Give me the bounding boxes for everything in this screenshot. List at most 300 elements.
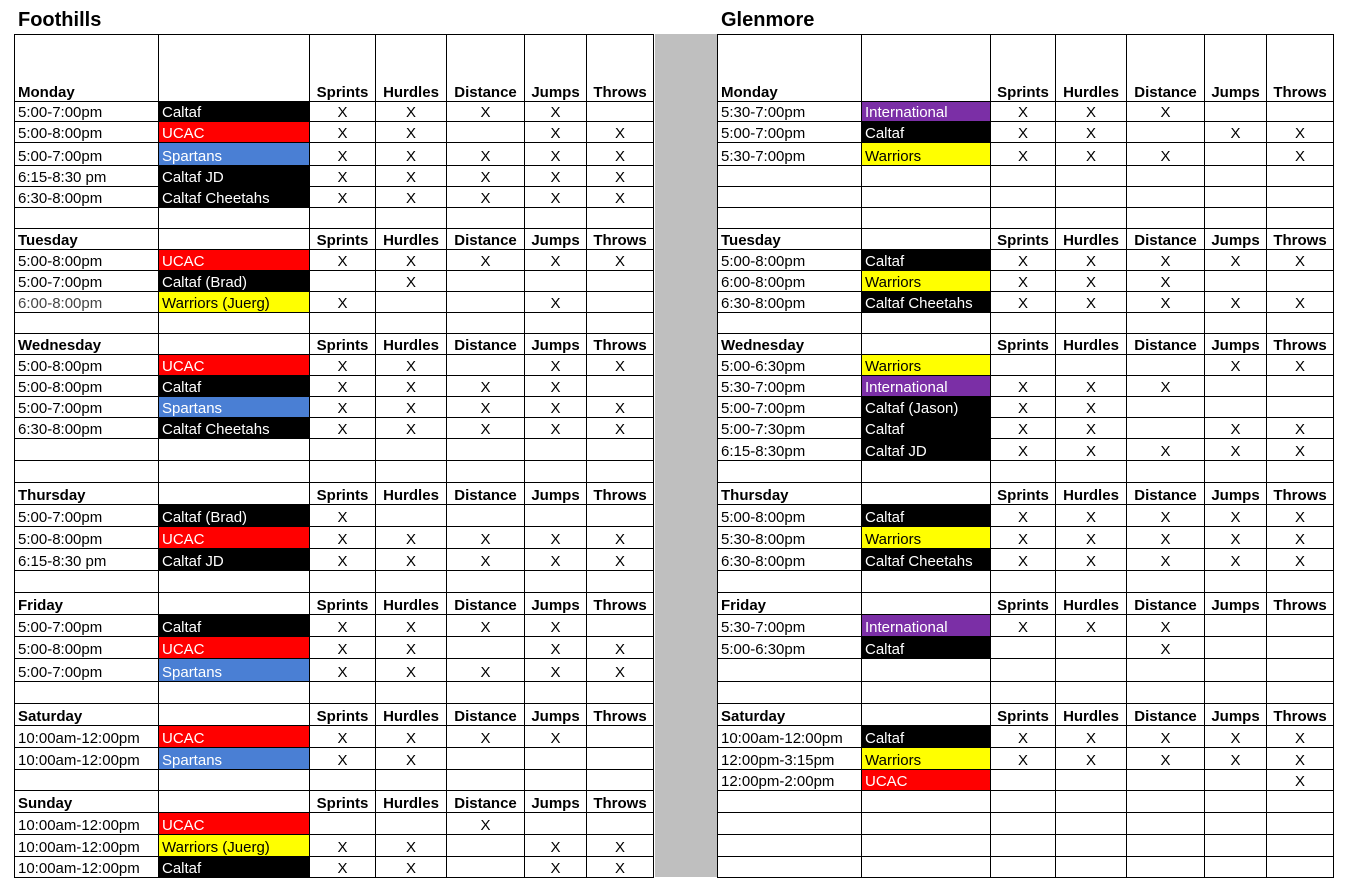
foothills-schedule-table	[14, 34, 654, 878]
empty-cell	[159, 571, 310, 593]
mark-distance: X	[447, 659, 525, 682]
blank-row	[718, 791, 1334, 813]
discipline-header-throws: Throws	[1267, 229, 1334, 250]
empty-cell	[718, 187, 862, 208]
empty-cell	[587, 682, 654, 704]
empty-cell	[718, 313, 862, 334]
empty-cell	[1127, 857, 1205, 878]
empty-cell	[718, 208, 862, 229]
mark-hurdles: X	[376, 397, 447, 418]
empty-cell	[991, 208, 1056, 229]
empty-cell	[991, 857, 1056, 878]
empty-cell	[1056, 166, 1127, 187]
mark-distance: X	[1127, 439, 1205, 461]
club-name: Warriors	[862, 527, 991, 549]
mark-hurdles: X	[376, 835, 447, 857]
discipline-header-distance: Distance	[1127, 35, 1205, 102]
empty-cell	[718, 571, 862, 593]
discipline-header-jumps: Jumps	[1205, 35, 1267, 102]
mark-hurdles: X	[1056, 748, 1127, 770]
mark-throws	[1267, 615, 1334, 637]
day-header-row	[15, 704, 654, 726]
day-header-row	[718, 704, 1334, 726]
empty-cell	[1205, 166, 1267, 187]
mark-throws: X	[1267, 527, 1334, 549]
mark-jumps: X	[1205, 250, 1267, 271]
mark-throws	[587, 615, 654, 637]
empty-cell	[525, 208, 587, 229]
empty-cell	[310, 571, 376, 593]
mark-sprints	[991, 355, 1056, 376]
club-name: Caltaf JD	[159, 549, 310, 571]
session-time: 5:00-8:00pm	[15, 527, 159, 549]
empty-cell	[587, 461, 654, 483]
mark-hurdles: X	[1056, 102, 1127, 122]
discipline-header-sprints: Sprints	[310, 791, 376, 813]
empty-cell	[376, 208, 447, 229]
empty-cell	[447, 770, 525, 791]
discipline-header-hurdles: Hurdles	[1056, 704, 1127, 726]
blank-row	[718, 857, 1334, 878]
mark-hurdles	[1056, 355, 1127, 376]
mark-throws: X	[587, 187, 654, 208]
session-row	[718, 770, 1334, 791]
empty-cell	[1267, 187, 1334, 208]
empty-cell	[525, 571, 587, 593]
discipline-header-jumps: Jumps	[525, 593, 587, 615]
mark-throws: X	[587, 355, 654, 376]
mark-throws: X	[587, 122, 654, 143]
mark-distance	[447, 292, 525, 313]
mark-throws	[1267, 637, 1334, 659]
mark-jumps	[525, 505, 587, 527]
mark-hurdles: X	[376, 143, 447, 166]
day-label: Saturday	[15, 704, 159, 726]
mark-sprints: X	[991, 143, 1056, 166]
mark-hurdles: X	[1056, 292, 1127, 313]
discipline-header-distance: Distance	[447, 704, 525, 726]
session-row	[15, 418, 654, 439]
mark-hurdles: X	[1056, 726, 1127, 748]
empty-cell	[447, 682, 525, 704]
mark-sprints: X	[310, 748, 376, 770]
mark-distance	[447, 505, 525, 527]
mark-hurdles	[1056, 637, 1127, 659]
empty-cell	[1056, 813, 1127, 835]
session-time: 6:00-8:00pm	[718, 271, 862, 292]
club-name: Warriors	[862, 748, 991, 770]
empty-cell	[718, 461, 862, 483]
session-time: 6:15-8:30pm	[718, 439, 862, 461]
mark-hurdles: X	[376, 726, 447, 748]
club-header-cell	[862, 704, 991, 726]
empty-cell	[310, 682, 376, 704]
blank-row	[718, 835, 1334, 857]
club-name: Warriors	[862, 143, 991, 166]
discipline-header-distance: Distance	[1127, 229, 1205, 250]
discipline-header-throws: Throws	[587, 483, 654, 505]
mark-jumps: X	[1205, 292, 1267, 313]
empty-cell	[1056, 571, 1127, 593]
session-time: 10:00am-12:00pm	[15, 813, 159, 835]
discipline-header-distance: Distance	[1127, 483, 1205, 505]
discipline-header-hurdles: Hurdles	[376, 704, 447, 726]
blank-row	[718, 571, 1334, 593]
mark-hurdles: X	[1056, 527, 1127, 549]
session-row	[15, 250, 654, 271]
empty-cell	[1056, 791, 1127, 813]
club-name: Caltaf	[159, 615, 310, 637]
day-label: Tuesday	[718, 229, 862, 250]
session-row	[718, 376, 1334, 397]
session-row	[15, 122, 654, 143]
mark-throws: X	[1267, 143, 1334, 166]
club-name: UCAC	[159, 527, 310, 549]
discipline-header-sprints: Sprints	[310, 334, 376, 355]
empty-cell	[991, 682, 1056, 704]
empty-cell	[862, 791, 991, 813]
mark-distance: X	[1127, 292, 1205, 313]
day-label: Sunday	[15, 791, 159, 813]
mark-distance: X	[1127, 143, 1205, 166]
mark-hurdles: X	[376, 637, 447, 659]
session-time: 5:00-8:00pm	[15, 122, 159, 143]
blank-row	[15, 770, 654, 791]
mark-distance: X	[447, 250, 525, 271]
discipline-header-hurdles: Hurdles	[376, 229, 447, 250]
empty-cell	[525, 461, 587, 483]
mark-distance: X	[447, 615, 525, 637]
mark-hurdles: X	[1056, 505, 1127, 527]
blank-row	[718, 682, 1334, 704]
mark-distance: X	[447, 143, 525, 166]
empty-cell	[862, 857, 991, 878]
club-name: Warriors	[862, 271, 991, 292]
mark-distance	[447, 857, 525, 878]
mark-hurdles: X	[376, 527, 447, 549]
empty-cell	[991, 166, 1056, 187]
club-header-cell	[862, 35, 991, 102]
mark-throws: X	[587, 835, 654, 857]
club-header-cell	[862, 229, 991, 250]
discipline-header-jumps: Jumps	[1205, 593, 1267, 615]
mark-throws	[587, 376, 654, 397]
mark-distance: X	[447, 418, 525, 439]
empty-cell	[718, 166, 862, 187]
mark-jumps	[1205, 376, 1267, 397]
session-row	[718, 726, 1334, 748]
discipline-header-jumps: Jumps	[525, 35, 587, 102]
session-row	[15, 835, 654, 857]
mark-jumps: X	[525, 166, 587, 187]
session-row	[718, 527, 1334, 549]
mark-jumps: X	[1205, 418, 1267, 439]
club-header-cell	[159, 483, 310, 505]
mark-sprints: X	[991, 418, 1056, 439]
empty-cell	[376, 439, 447, 461]
mark-throws: X	[587, 250, 654, 271]
mark-sprints: X	[310, 143, 376, 166]
empty-cell	[15, 208, 159, 229]
session-row	[718, 250, 1334, 271]
session-row	[718, 439, 1334, 461]
mark-sprints: X	[310, 637, 376, 659]
mark-jumps: X	[525, 418, 587, 439]
mark-sprints: X	[991, 505, 1056, 527]
club-name: UCAC	[159, 250, 310, 271]
mark-sprints: X	[991, 292, 1056, 313]
mark-hurdles	[376, 505, 447, 527]
empty-cell	[1267, 208, 1334, 229]
day-label: Tuesday	[15, 229, 159, 250]
club-header-cell	[159, 334, 310, 355]
day-header-row	[15, 593, 654, 615]
empty-cell	[1127, 313, 1205, 334]
mark-sprints	[991, 637, 1056, 659]
empty-cell	[1267, 166, 1334, 187]
empty-cell	[1056, 659, 1127, 682]
discipline-header-sprints: Sprints	[991, 35, 1056, 102]
mark-jumps	[1205, 397, 1267, 418]
discipline-header-hurdles: Hurdles	[1056, 35, 1127, 102]
mark-jumps: X	[1205, 439, 1267, 461]
mark-sprints: X	[310, 835, 376, 857]
mark-jumps: X	[525, 187, 587, 208]
mark-jumps: X	[525, 527, 587, 549]
session-time: 5:00-7:00pm	[15, 659, 159, 682]
session-time: 5:30-7:00pm	[718, 102, 862, 122]
club-header-cell	[159, 35, 310, 102]
club-name: Warriors	[862, 355, 991, 376]
mark-distance: X	[1127, 637, 1205, 659]
discipline-header-distance: Distance	[1127, 334, 1205, 355]
mark-distance: X	[447, 397, 525, 418]
session-time: 5:00-7:00pm	[15, 397, 159, 418]
mark-sprints: X	[310, 102, 376, 122]
session-time: 5:00-7:00pm	[15, 271, 159, 292]
empty-cell	[1205, 857, 1267, 878]
session-row	[718, 271, 1334, 292]
mark-distance: X	[1127, 250, 1205, 271]
club-name: Spartans	[159, 659, 310, 682]
session-time: 5:00-7:00pm	[15, 615, 159, 637]
empty-cell	[1056, 682, 1127, 704]
session-time: 5:00-7:00pm	[15, 505, 159, 527]
mark-throws: X	[1267, 505, 1334, 527]
empty-cell	[310, 439, 376, 461]
discipline-header-hurdles: Hurdles	[1056, 334, 1127, 355]
empty-cell	[447, 461, 525, 483]
empty-cell	[862, 571, 991, 593]
club-name: Caltaf Cheetahs	[862, 549, 991, 571]
session-row	[15, 813, 654, 835]
day-header-row	[718, 334, 1334, 355]
session-time: 5:00-8:00pm	[718, 250, 862, 271]
empty-cell	[376, 571, 447, 593]
empty-cell	[587, 208, 654, 229]
session-row	[15, 527, 654, 549]
session-time: 10:00am-12:00pm	[15, 748, 159, 770]
mark-distance: X	[1127, 549, 1205, 571]
day-label: Friday	[718, 593, 862, 615]
club-name: Spartans	[159, 143, 310, 166]
mark-sprints: X	[310, 250, 376, 271]
mark-distance	[447, 835, 525, 857]
empty-cell	[1205, 187, 1267, 208]
empty-cell	[718, 791, 862, 813]
empty-cell	[15, 439, 159, 461]
mark-distance: X	[1127, 726, 1205, 748]
mark-distance	[447, 122, 525, 143]
mark-throws	[1267, 102, 1334, 122]
club-name: UCAC	[159, 813, 310, 835]
club-name: Caltaf	[862, 726, 991, 748]
mark-hurdles: X	[1056, 122, 1127, 143]
session-row	[718, 143, 1334, 166]
mark-sprints: X	[310, 166, 376, 187]
empty-cell	[1205, 313, 1267, 334]
mark-jumps: X	[1205, 748, 1267, 770]
mark-sprints: X	[991, 527, 1056, 549]
mark-distance	[1127, 397, 1205, 418]
empty-cell	[1056, 461, 1127, 483]
empty-cell	[1205, 835, 1267, 857]
mark-hurdles: X	[376, 659, 447, 682]
mark-jumps	[1205, 770, 1267, 791]
discipline-header-jumps: Jumps	[525, 483, 587, 505]
empty-cell	[862, 208, 991, 229]
session-row	[15, 726, 654, 748]
mark-distance: X	[1127, 102, 1205, 122]
discipline-header-distance: Distance	[447, 791, 525, 813]
empty-cell	[1056, 313, 1127, 334]
club-header-cell	[159, 791, 310, 813]
blank-row	[718, 461, 1334, 483]
discipline-header-distance: Distance	[447, 334, 525, 355]
session-row	[15, 166, 654, 187]
session-row	[15, 615, 654, 637]
session-row	[15, 637, 654, 659]
mark-hurdles: X	[1056, 271, 1127, 292]
empty-cell	[525, 439, 587, 461]
session-row	[15, 271, 654, 292]
mark-throws	[587, 726, 654, 748]
club-name: UCAC	[159, 637, 310, 659]
mark-throws: X	[1267, 439, 1334, 461]
column-divider	[655, 34, 717, 877]
mark-hurdles: X	[376, 549, 447, 571]
club-name: International	[862, 102, 991, 122]
mark-sprints: X	[310, 659, 376, 682]
mark-jumps: X	[525, 102, 587, 122]
club-name: International	[862, 615, 991, 637]
mark-hurdles: X	[376, 748, 447, 770]
mark-sprints	[310, 271, 376, 292]
empty-cell	[159, 313, 310, 334]
mark-jumps: X	[525, 143, 587, 166]
empty-cell	[447, 208, 525, 229]
discipline-header-sprints: Sprints	[310, 229, 376, 250]
session-row	[15, 376, 654, 397]
session-time: 12:00pm-3:15pm	[718, 748, 862, 770]
mark-jumps: X	[525, 637, 587, 659]
mark-distance: X	[447, 726, 525, 748]
blank-row	[15, 571, 654, 593]
club-header-cell	[159, 704, 310, 726]
club-name: Caltaf	[862, 637, 991, 659]
session-time: 5:00-7:00pm	[15, 102, 159, 122]
club-name: Caltaf	[159, 376, 310, 397]
mark-throws: X	[587, 549, 654, 571]
mark-throws	[587, 271, 654, 292]
mark-distance: X	[1127, 376, 1205, 397]
session-time: 6:30-8:00pm	[718, 292, 862, 313]
empty-cell	[862, 813, 991, 835]
glenmore-title: Glenmore	[721, 9, 815, 31]
discipline-header-hurdles: Hurdles	[1056, 229, 1127, 250]
empty-cell	[159, 439, 310, 461]
mark-sprints: X	[991, 748, 1056, 770]
session-row	[718, 418, 1334, 439]
mark-sprints: X	[310, 376, 376, 397]
mark-jumps: X	[525, 122, 587, 143]
empty-cell	[862, 187, 991, 208]
mark-jumps: X	[525, 355, 587, 376]
mark-throws: X	[1267, 726, 1334, 748]
discipline-header-throws: Throws	[587, 35, 654, 102]
empty-cell	[159, 682, 310, 704]
mark-distance	[447, 748, 525, 770]
session-time: 5:00-7:00pm	[718, 397, 862, 418]
mark-hurdles: X	[1056, 439, 1127, 461]
session-row	[15, 355, 654, 376]
discipline-header-distance: Distance	[447, 593, 525, 615]
discipline-header-hurdles: Hurdles	[376, 483, 447, 505]
discipline-header-throws: Throws	[1267, 35, 1334, 102]
discipline-header-sprints: Sprints	[310, 35, 376, 102]
club-header-cell	[862, 334, 991, 355]
mark-jumps: X	[525, 835, 587, 857]
empty-cell	[862, 659, 991, 682]
discipline-header-jumps: Jumps	[525, 791, 587, 813]
empty-cell	[1127, 166, 1205, 187]
day-header-row	[718, 35, 1334, 102]
empty-cell	[1205, 682, 1267, 704]
club-name: Caltaf Cheetahs	[862, 292, 991, 313]
session-row	[15, 143, 654, 166]
glenmore-schedule-table	[717, 34, 1334, 878]
mark-throws: X	[1267, 122, 1334, 143]
day-label: Monday	[718, 35, 862, 102]
empty-cell	[15, 313, 159, 334]
mark-distance: X	[447, 549, 525, 571]
mark-sprints: X	[991, 250, 1056, 271]
empty-cell	[991, 187, 1056, 208]
discipline-header-jumps: Jumps	[525, 334, 587, 355]
empty-cell	[1056, 208, 1127, 229]
empty-cell	[1267, 682, 1334, 704]
club-name: Warriors (Juerg)	[159, 292, 310, 313]
club-name: Caltaf (Jason)	[862, 397, 991, 418]
mark-throws: X	[1267, 748, 1334, 770]
mark-jumps: X	[525, 250, 587, 271]
mark-jumps	[525, 813, 587, 835]
empty-cell	[718, 857, 862, 878]
mark-distance: X	[447, 376, 525, 397]
mark-hurdles: X	[1056, 615, 1127, 637]
session-row	[15, 102, 654, 122]
day-header-row	[15, 791, 654, 813]
